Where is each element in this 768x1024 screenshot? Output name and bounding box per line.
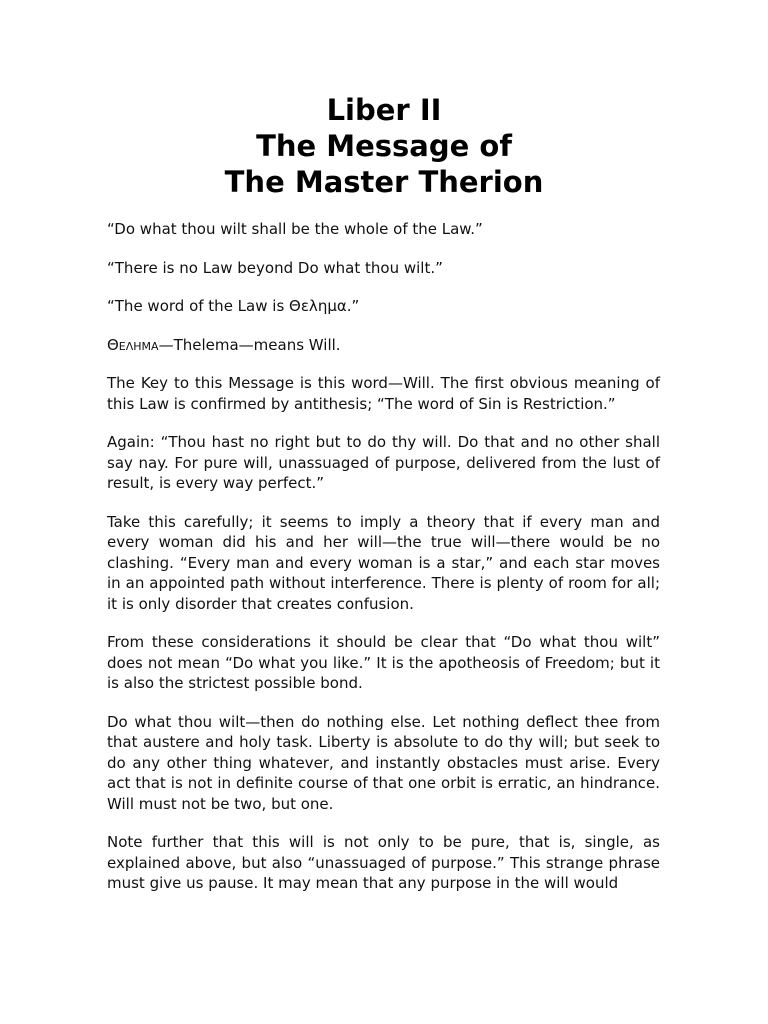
paragraph-note-further: Note further that this will is not only to be pure, that is, single, as explained above, but also “unassuaged of purpose.” This strange phrase must give us pause. It may mean that any purpose in the will would (107, 833, 660, 892)
paragraph-thelema-means-will: Θελημα—Thelema—means Will. (107, 335, 341, 354)
paragraph-word-of-law: “The word of the Law is Θελημα.” (107, 297, 360, 315)
paragraph-again: Again: “Thou hast no right but to do thy will. Do that and no other shall say nay. For pure will, unassuaged of purpose, delivered from the lust of result, is every way perfect.” (107, 433, 660, 492)
document-body (107, 219, 660, 912)
paragraph-take-this-carefully: Take this carefully; it seems to imply a theory that if every man and every woman did his and her will—the true will—there would be no clashing. “Every man and every woman is a star,” and each star moves in an appointed path without interference. There is plenty of room for all; it is only disorder that creates confusion. (107, 512, 660, 613)
paragraph-do-what-thou-wilt: Do what thou wilt—then do nothing else. Let nothing deflect thee from that austere and holy task. Liberty is absolute to do thy will; but seek to do any other thing whatever, and instantly obstacles must arise. Every act that is not in definite course of that one orbit is erratic, an hindrance. Will must not be two, but one. (107, 712, 660, 813)
paragraph-no-law-beyond: “There is no Law beyond Do what thou wilt.” (107, 258, 443, 277)
greek-word-thelema: Θελημα (107, 335, 159, 354)
title-line-1: Liber II (326, 93, 442, 127)
title-line-3: The Master Therion (224, 165, 544, 199)
paragraph-key-to-message: The Key to this Message is this word—Will. The first obvious meaning of this Law is confirmed by antithesis; “The word of Sin is Restriction.” (107, 374, 660, 413)
title-line-2: The Message of (256, 129, 512, 163)
paragraph-from-these-considerations: From these considerations it should be clear that “Do what thou wilt” does not mean “Do what you like.” It is the apotheosis of Freedom; but it is also the strictest possible bond. (107, 633, 660, 692)
document-title (0, 92, 768, 200)
paragraph-law: “Do what thou wilt shall be the whole of the Law.” (107, 220, 483, 238)
